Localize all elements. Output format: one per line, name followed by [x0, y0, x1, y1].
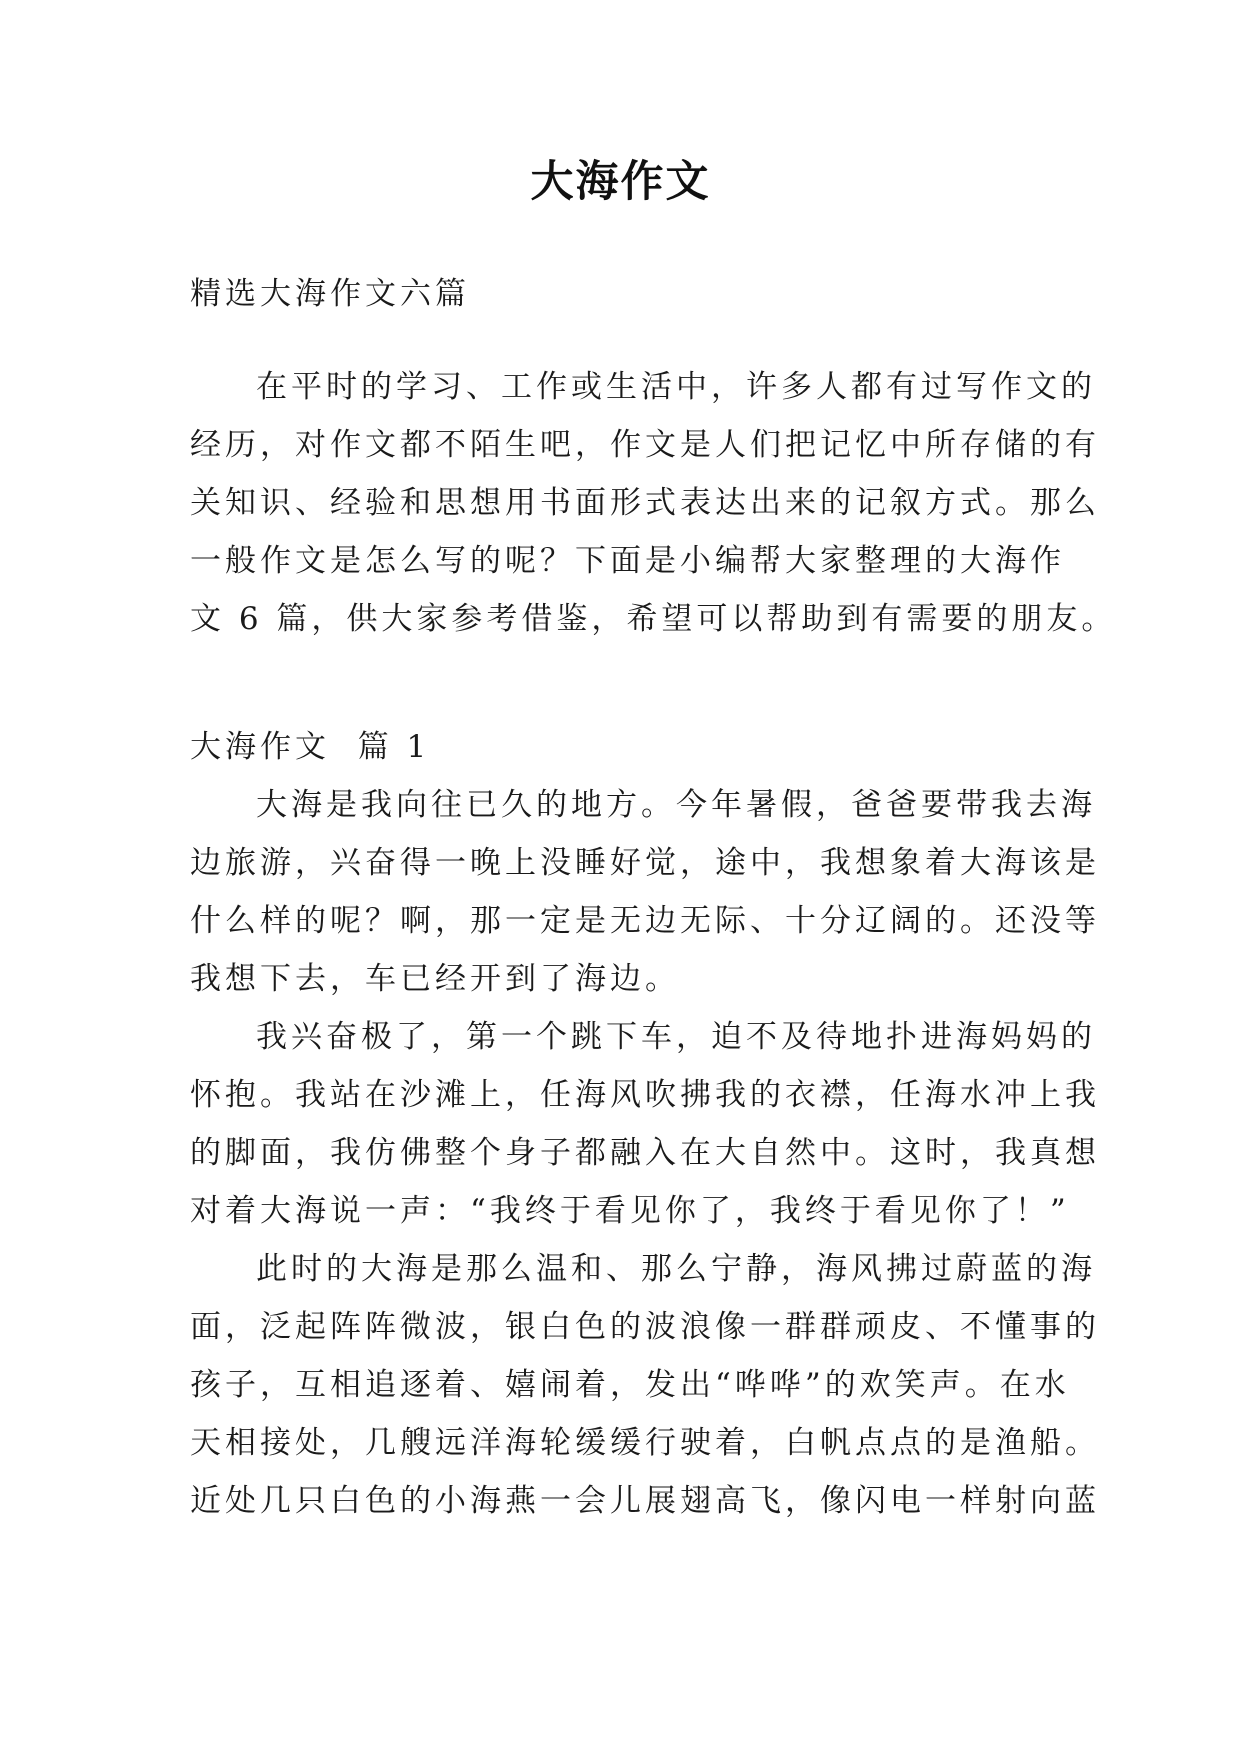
- paragraph-line: 怀抱。我站在沙滩上，任海风吹拂我的衣襟，任海水冲上我: [190, 1077, 1100, 1113]
- essay-paragraph-1: [190, 776, 1100, 1008]
- paragraph-line: 天相接处，几艘远洋海轮缓缓行驶着，白帆点点的是渔船。: [190, 1425, 1100, 1461]
- intro-line: 在平时的学习、工作或生活中，许多人都有过写作文的: [256, 369, 1096, 405]
- intro-paragraph: [190, 358, 1117, 648]
- intro-line: 文 6 篇，供大家参考借鉴，希望可以帮助到有需要的朋友。: [190, 601, 1117, 637]
- paragraph-line: 此时的大海是那么温和、那么宁静，海风拂过蔚蓝的海: [256, 1251, 1096, 1287]
- section-heading-text: 大海作文 篇 1: [190, 729, 431, 765]
- intro-line: 经历，对作文都不陌生吧，作文是人们把记忆中所存储的有: [190, 427, 1100, 463]
- subtitle: [190, 265, 1070, 323]
- paragraph-line: 我兴奋极了，第一个跳下车，迫不及待地扑进海妈妈的: [256, 1019, 1096, 1055]
- paragraph-line: 什么样的呢？啊，那一定是无边无际、十分辽阔的。还没等: [190, 903, 1100, 939]
- paragraph-line: 面，泛起阵阵微波，银白色的波浪像一群群顽皮、不懂事的: [190, 1309, 1100, 1345]
- paragraph-line: 我想下去，车已经开到了海边。: [190, 961, 680, 997]
- essay-paragraph-3: [190, 1240, 1100, 1530]
- paragraph-line: 的脚面，我仿佛整个身子都融入在大自然中。这时，我真想: [190, 1135, 1100, 1171]
- section-heading: [190, 718, 1070, 776]
- intro-line: 一般作文是怎么写的呢？下面是小编帮大家整理的大海作: [190, 543, 1065, 579]
- paragraph-line: 对着大海说一声：“我终于看见你了，我终于看见你了！”: [190, 1193, 1070, 1229]
- paragraph-line: 大海是我向往已久的地方。今年暑假，爸爸要带我去海: [256, 787, 1096, 823]
- paragraph-line: 边旅游，兴奋得一晚上没睡好觉，途中，我想象着大海该是: [190, 845, 1100, 881]
- essay-paragraph-2: [190, 1008, 1100, 1240]
- page-title: 大海作文: [530, 157, 711, 207]
- paragraph-line: 孩子，互相追逐着、嬉闹着，发出“哗哗”的欢笑声。在水: [190, 1367, 1070, 1403]
- paragraph-line: 近处几只白色的小海燕一会儿展翅高飞，像闪电一样射向蓝: [190, 1483, 1100, 1519]
- intro-line: 关知识、经验和思想用书面形式表达出来的记叙方式。那么: [190, 485, 1100, 521]
- subtitle-text: 精选大海作文六篇: [190, 276, 470, 312]
